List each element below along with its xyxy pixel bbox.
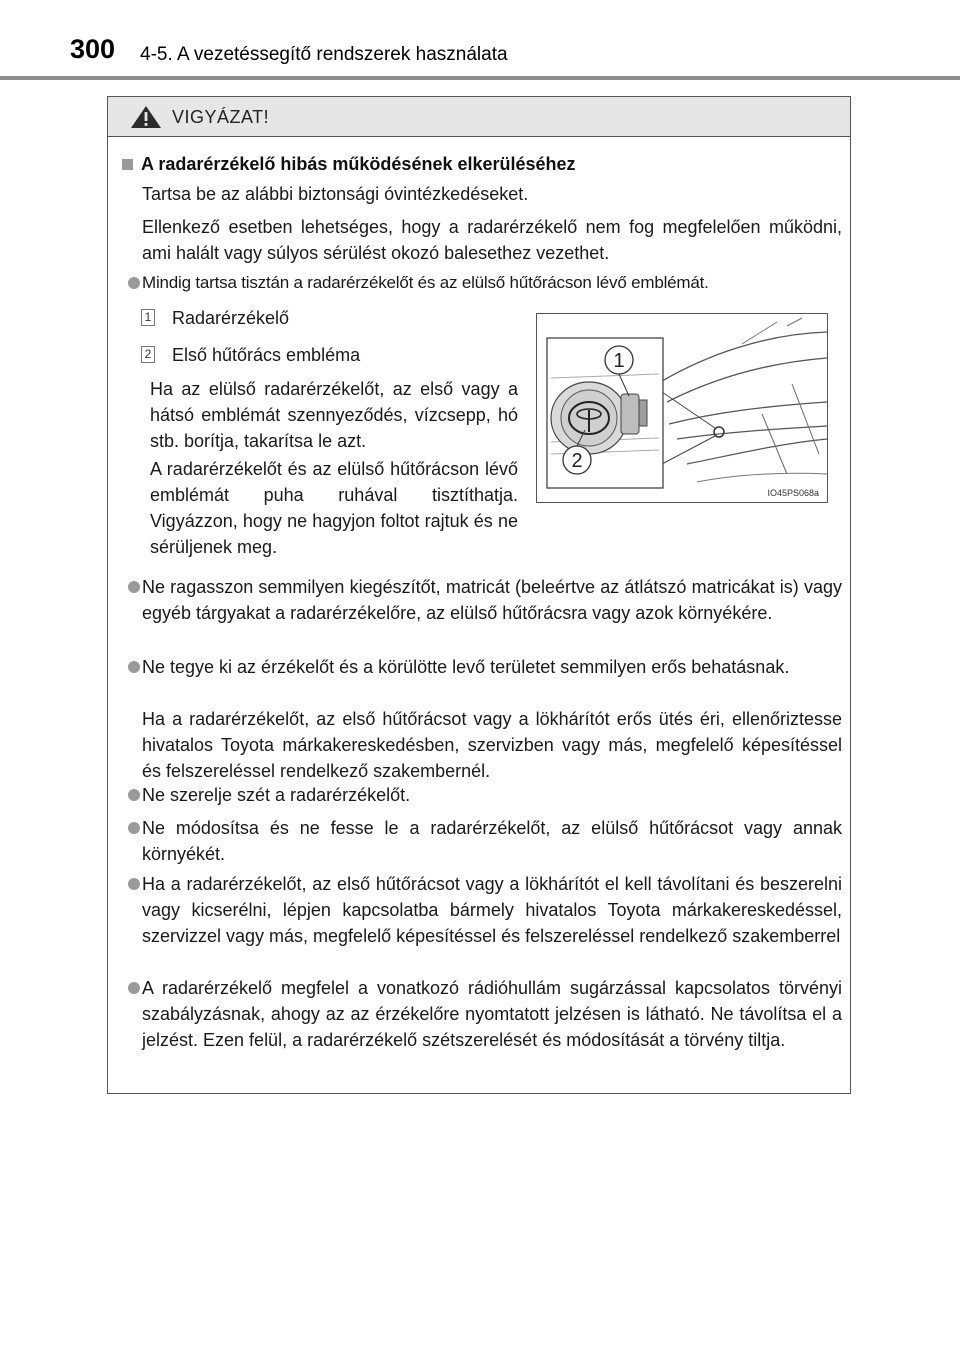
page-number: 300 — [70, 34, 116, 64]
caution-title: VIGYÁZAT! — [172, 107, 270, 127]
bullet-removal: Ha a radarérzékelőt, az első hűtőrácsot vagy a lökhárítót el kell távolítani és beszerelni vagy kicserélni, lépjen kapcsolatba bármely hivatalos Toyota márkakereskedéssel, szervizzel vagy más, megfelelő képesítéssel és felszereléssel rendelkező szakemberrel — [142, 874, 842, 946]
caution-header — [108, 97, 850, 137]
radar-sensor-illustration — [536, 313, 828, 503]
callout-2-label: 2 — [571, 450, 583, 472]
legend-number-1: 1 — [141, 309, 155, 326]
bullet-dot-icon — [128, 822, 140, 834]
chapter-title: 4-5. A vezetéssegítő rendszerek használata — [140, 44, 508, 65]
intro-paragraph-2: Ellenkező esetben lehetséges, hogy a radarérzékelő nem fog megfelelően működni, ami halált vagy súlyos sérülést okozó balesethez vezethet. — [142, 217, 842, 263]
section-heading — [122, 154, 576, 175]
bullet-dot-icon — [128, 789, 140, 801]
cleaning-paragraph-1: Ha az elülső radarérzékelőt, az első vagy a hátsó emblémát szennyeződés, vízcsepp, hó stb. borítja, takarítsa le azt. — [150, 379, 518, 451]
legend-radar-sensor: Radarérzékelő — [172, 308, 290, 328]
bullet-regulation: A radarérzékelő megfelel a vonatkozó rádióhullám sugárzással kapcsolatos törvényi szabályzásnak, ahogy az az érzékelőre nyomtatott jelzésen is látható. Ne távolítsa el a jelzést. Ezen felül, a radarérzékelő szétszerelését és módosítását a törvény tiltja. — [142, 978, 842, 1050]
header-divider — [0, 76, 960, 80]
bullet-dot-icon — [128, 661, 140, 673]
bullet-no-modify: Ne módosítsa és ne fesse le a radarérzékelőt, az elülső hűtőrácsot vagy annak környékét. — [142, 818, 842, 864]
warning-triangle-icon — [130, 105, 162, 129]
cleaning-paragraph-2: A radarérzékelőt és az elülső hűtőrácson lévő emblémát puha ruhával tisztíthatja. Vigyázzon, hogy ne hagyjon foltot rajtuk és ne sérüljenek meg. — [150, 459, 518, 557]
square-bullet-icon — [122, 159, 133, 170]
bullet-no-disassemble: Ne szerelje szét a radarérzékelőt. — [142, 785, 411, 805]
intro-paragraph-1: Tartsa be az alábbi biztonsági óvintézkedéseket. — [142, 184, 529, 204]
bullet-keep-clean: Mindig tartsa tisztán a radarérzékelőt és az elülső hűtőrácson lévő emblémát. — [142, 273, 709, 292]
figure-code: IO45PS068a — [767, 488, 819, 498]
bullet-dot-icon — [128, 581, 140, 593]
bullet-dot-icon — [128, 982, 140, 994]
caution-box — [107, 96, 851, 1094]
car-front-drawing — [537, 314, 827, 502]
bullet-no-stickers: Ne ragasszon semmilyen kiegészítőt, matricát (beleértve az átlátszó matricákat is) vagy egyéb tárgyakat a radarérzékelőre, az elülső hűtőrácsra vagy azok környékére. — [142, 577, 842, 623]
callout-1-label: 1 — [613, 350, 625, 372]
legend-number-2: 2 — [141, 346, 155, 363]
bullet-no-impact: Ne tegye ki az érzékelőt és a körülötte levő területet semmilyen erős behatásnak. — [142, 657, 790, 677]
bullet-dot-icon — [128, 878, 140, 890]
section-heading-text: A radarérzékelő hibás működésének elkerüléséhez — [141, 154, 576, 174]
bullet-dot-icon — [128, 277, 140, 289]
bullet-no-impact-detail: Ha a radarérzékelőt, az első hűtőrácsot vagy a lökhárítót erős ütés éri, ellenőriztesse hivatalos Toyota márkakereskedésben, szervizben vagy más, megfelelő képesítéssel és felszereléssel rendelkező szakembernél. — [142, 709, 842, 781]
legend-grille-emblem: Első hűtőrács embléma — [172, 345, 361, 365]
